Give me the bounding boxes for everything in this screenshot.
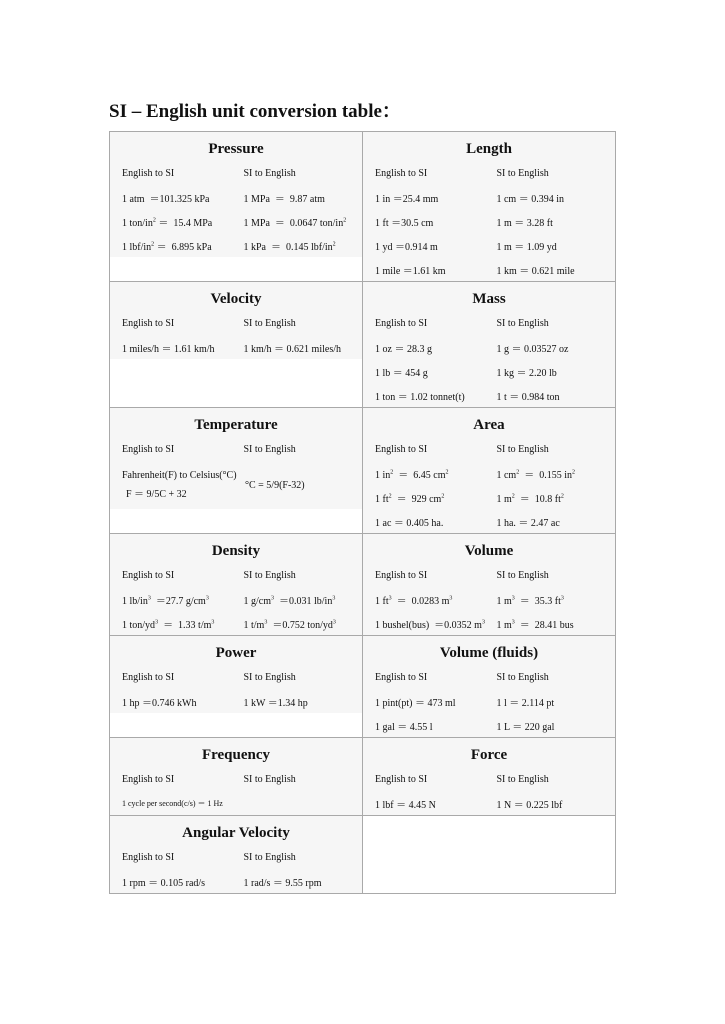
header-si-to-english: SI to English: [496, 570, 549, 581]
header-si-to-english: SI to English: [243, 852, 296, 863]
conversion-cell: 1 mile ＝1.61 km: [375, 265, 446, 277]
section-title-force: Force: [470, 747, 508, 763]
area-section: [363, 408, 616, 534]
header-si-to-english: SI to English: [243, 774, 296, 785]
header-si-to-english: SI to English: [496, 168, 549, 179]
length-section: [363, 132, 616, 282]
force-section: [363, 738, 616, 816]
section-title-volume-fluids: Volume (fluids): [439, 645, 539, 661]
section-title-velocity: Velocity: [210, 291, 262, 307]
section-title-pressure: Pressure: [208, 141, 264, 157]
conversion-cell: 1 kPa ＝ 0.145 lbf/$in^2$: [243, 241, 336, 253]
header-english-to-si: English to SI: [122, 168, 175, 179]
conversion-cell: 1 $m^3 = 35.3$ $ft^3$: [496, 595, 564, 607]
conversion-cell: 1 km/h ＝ 0.621 miles/h: [243, 343, 341, 355]
conversion-cell: 1 ton/$yd^3 = 1.33$ $t/m^3$: [122, 619, 215, 631]
header-english-to-si: English to SI: [375, 168, 428, 179]
header-si-to-english: SI to English: [243, 672, 296, 683]
conversion-cell: °C = 5/9(F-32): [245, 479, 305, 491]
conversion-cell: 1 rad/s ＝ 9.55 rpm: [243, 877, 322, 889]
section-title-length: Length: [466, 141, 512, 157]
conversion-cell: 1 $ft^3 = 0.0283$ $m^3$: [375, 595, 453, 607]
conversion-cell: 1 $cm^2 = 0.155$ $in^2$: [496, 469, 575, 481]
conversion-cell: 1 cm ＝ 0.394 in: [496, 193, 564, 205]
conversion-cell: 1 lbf/$in^2 = 6.895$ kPa: [122, 241, 212, 253]
conversion-cell: 1 $in^2 = 6.45$ $cm^2$: [375, 469, 449, 481]
volume-fluids-section: [363, 636, 616, 738]
conversion-cell: 1 yd ＝0.914 m: [375, 241, 438, 253]
header-english-to-si: English to SI: [122, 852, 175, 863]
conversion-cell: 1 kW ＝1.34 hp: [243, 697, 308, 709]
conversion-cell: 1 pint(pt) ＝ 473 ml: [375, 697, 456, 709]
conversion-cell: 1 oz ＝ 28.3 g: [375, 343, 432, 355]
conversion-cell: 1 bushel(bus) ＝0.0352 $m^3$: [375, 619, 485, 631]
conversion-cell: 1 ft ＝30.5 cm: [375, 217, 434, 229]
section-title-frequency: Frequency: [201, 747, 271, 763]
conversion-cell: 1 gal ＝ 4.55 l: [375, 721, 433, 733]
conversion-table: [109, 131, 616, 894]
header-si-to-english: SI to English: [243, 318, 296, 329]
header-si-to-english: SI to English: [496, 318, 549, 329]
conversion-cell: 1 MPa ＝ 9.87 atm: [243, 193, 325, 205]
conversion-cell: 1 hp ＝0.746 kWh: [122, 697, 197, 709]
conversion-cell: 1 g ＝ 0.03527 oz: [496, 343, 569, 355]
conversion-cell: 1 l ＝ 2.114 pt: [496, 697, 555, 709]
conversion-cell: 1 MPa ＝ 0.0647 ton/$in^2$: [243, 217, 347, 229]
conversion-cell: 1 atm ＝101.325 kPa: [122, 193, 210, 205]
conversion-cell: 1 cycle per second(c/s) ＝ 1 Hz: [122, 798, 223, 808]
conversion-cell: 1 L ＝ 220 gal: [496, 721, 555, 733]
conversion-cell: 1 N ＝ 0.225 lbf: [496, 799, 563, 811]
conversion-cell: 1 lbf ＝ 4.45 N: [375, 799, 436, 811]
conversion-cell: 1 kg ＝ 2.20 lb: [496, 367, 557, 379]
conversion-cell: 1 ac ＝ 0.405 ha.: [375, 517, 444, 529]
conversion-cell: 1 lb ＝ 454 g: [375, 367, 428, 379]
conversion-cell: 1 $t/m^3 =0.752$ ton/$yd^3$: [243, 619, 336, 631]
section-title-volume: Volume: [464, 543, 514, 559]
conversion-cell: 1 $m^2 = 10.8$ $ft^2$: [496, 493, 564, 505]
header-si-to-english: SI to English: [496, 672, 549, 683]
frequency-section: [110, 738, 363, 816]
header-english-to-si: English to SI: [375, 774, 428, 785]
conversion-cell: 1 ha. ＝ 2.47 ac: [496, 517, 560, 529]
header-english-to-si: English to SI: [122, 318, 175, 329]
conversion-cell: 1 $g/cm^3 =0.031$ $lb/in^3$: [243, 595, 336, 607]
header-english-to-si: English to SI: [375, 570, 428, 581]
header-si-to-english: SI to English: [243, 444, 296, 455]
header-si-to-english: SI to English: [496, 444, 549, 455]
empty-cell: [363, 816, 616, 894]
conversion-cell: 1 $lb/in^3 =27.7$ $g/cm^3$: [122, 595, 209, 607]
section-title-area: Area: [473, 417, 505, 433]
header-english-to-si: English to SI: [375, 318, 428, 329]
conversion-cell: Fahrenheit(F) to Celsius(°C): [122, 470, 237, 481]
mass-section: [363, 282, 616, 408]
conversion-cell: 1 miles/h ＝ 1.61 km/h: [122, 343, 215, 355]
temperature-section: [110, 408, 363, 534]
velocity-section: [110, 282, 363, 408]
power-section: [110, 636, 363, 738]
header-english-to-si: English to SI: [122, 444, 175, 455]
pressure-section: [110, 132, 363, 282]
angular-velocity-section: [110, 816, 363, 894]
section-title-angular-velocity: Angular Velocity: [182, 825, 290, 841]
conversion-cell: 1 $m^3 = 28.41$ bus: [496, 619, 574, 631]
conversion-cell: 1 $ft^2 = 929$ $cm^2$: [375, 493, 445, 505]
conversion-cell: 1 ton/$in^2 = 15.4$ MPa: [122, 217, 213, 229]
header-si-to-english: SI to English: [243, 168, 296, 179]
header-english-to-si: English to SI: [375, 444, 428, 455]
volume-section: [363, 534, 616, 636]
section-title-power: Power: [215, 645, 257, 661]
conversion-cell: 1 m ＝ 1.09 yd: [496, 241, 557, 253]
section-title-mass: Mass: [472, 291, 506, 307]
conversion-cell: 1 in ＝25.4 mm: [375, 193, 439, 205]
conversion-cell: 1 km ＝ 0.621 mile: [496, 265, 575, 277]
conversion-cell: 1 rpm ＝ 0.105 rad/s: [122, 877, 206, 889]
conversion-cell: 1 ton ＝ 1.02 tonnet(t): [375, 391, 465, 403]
document-title: SI – English unit conversion table：: [109, 101, 401, 122]
header-english-to-si: English to SI: [375, 672, 428, 683]
header-english-to-si: English to SI: [122, 570, 175, 581]
header-si-to-english: SI to English: [243, 570, 296, 581]
header-english-to-si: English to SI: [122, 672, 175, 683]
section-title-temperature: Temperature: [194, 417, 278, 433]
conversion-cell: F ＝ 9/5C + 32: [126, 489, 187, 500]
conversion-cell: 1 m ＝ 3.28 ft: [496, 217, 553, 229]
conversion-cell: 1 t ＝ 0.984 ton: [496, 391, 560, 403]
section-title-density: Density: [211, 543, 261, 559]
header-english-to-si: English to SI: [122, 774, 175, 785]
density-section: [110, 534, 363, 636]
header-si-to-english: SI to English: [496, 774, 549, 785]
